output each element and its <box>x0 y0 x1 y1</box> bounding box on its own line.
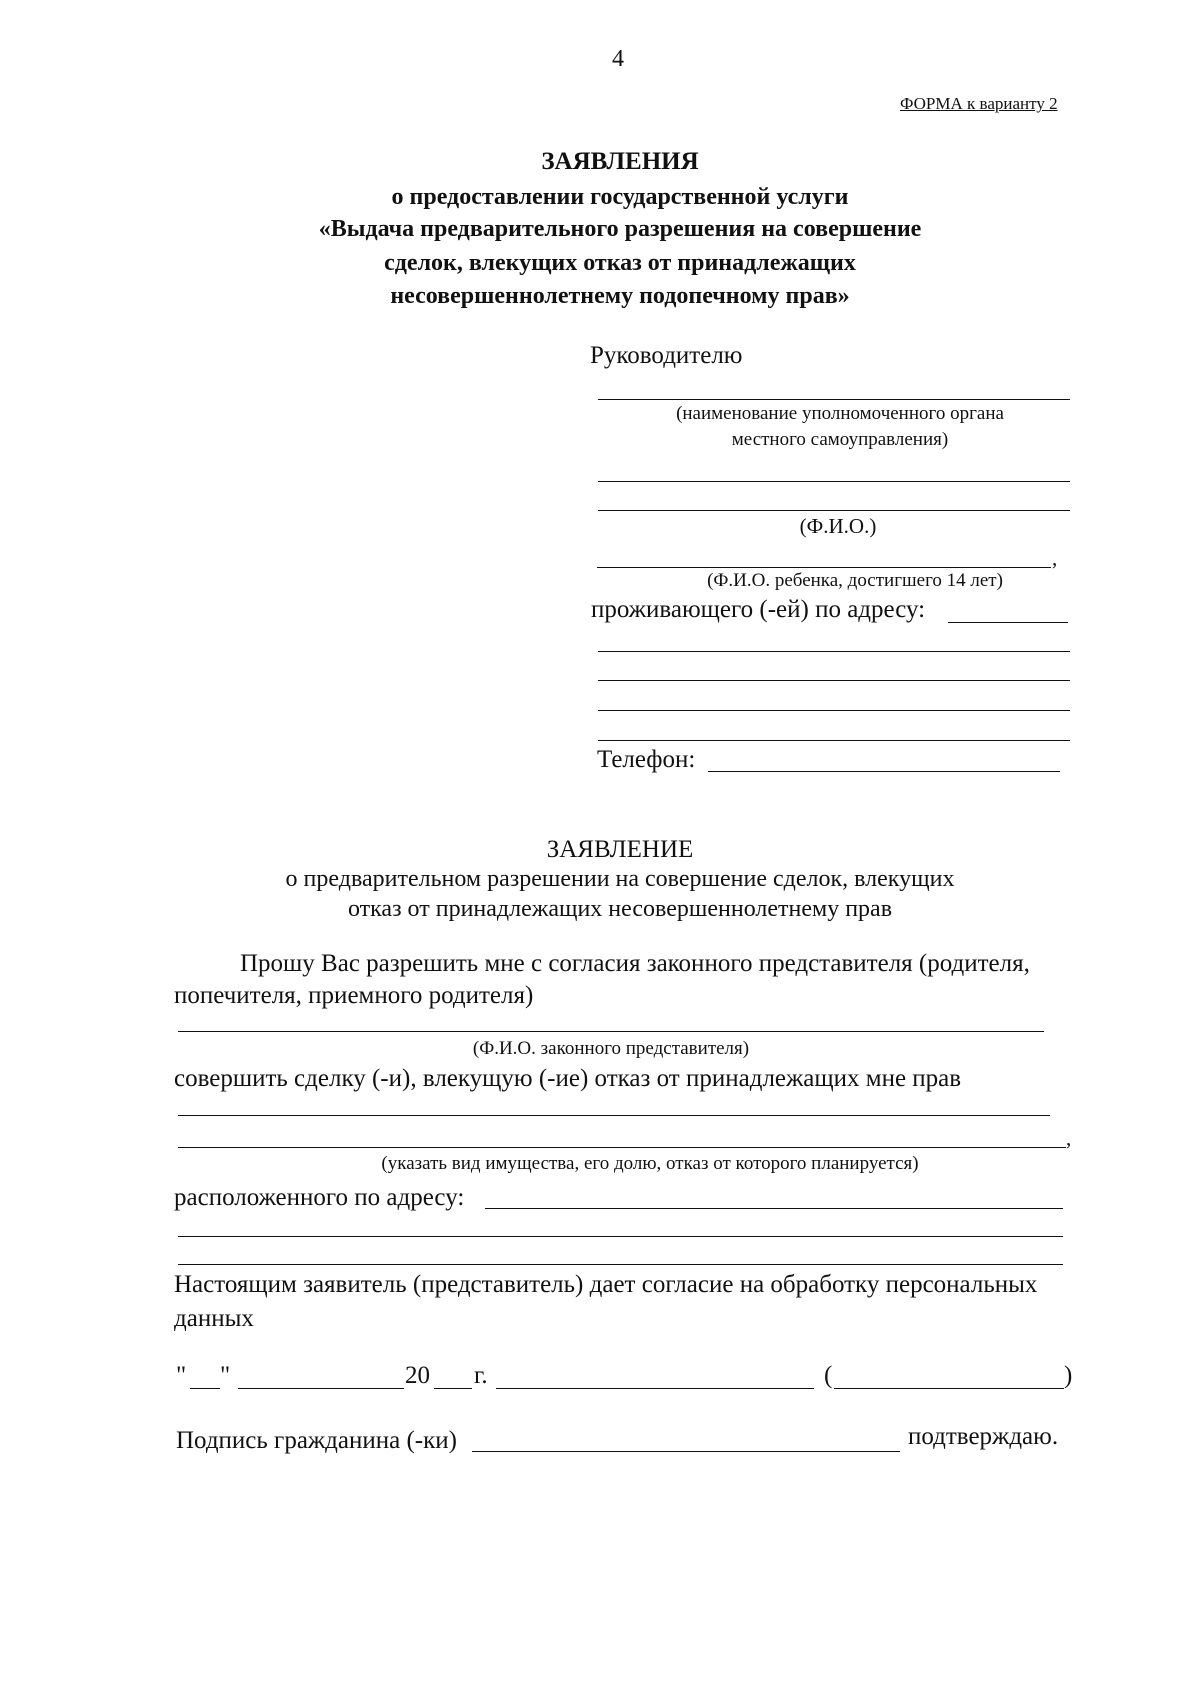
header-line-1: о предоставлении государственной услуги <box>391 184 849 210</box>
date-quote-open: " <box>176 1362 187 1389</box>
confirm-text: подтверждаю. <box>908 1423 1059 1450</box>
property-line-2[interactable] <box>178 1147 1066 1148</box>
address-line-3[interactable] <box>598 710 1070 711</box>
phone-line[interactable] <box>708 771 1060 772</box>
date-year-line[interactable] <box>434 1388 472 1389</box>
date-quote-close: " <box>220 1362 231 1389</box>
org-hint-1: (наименование уполномоченного органа <box>676 403 1004 424</box>
fio-line-1[interactable] <box>598 481 1070 482</box>
located-line-1[interactable] <box>485 1208 1063 1209</box>
date-day-line[interactable] <box>190 1388 220 1389</box>
request-line-2: попечителя, приемного родителя) <box>174 982 534 1009</box>
org-name-line[interactable] <box>598 399 1070 400</box>
statement-subtitle-2: отказ от принадлежащих несовершеннолетнему прав <box>347 896 893 922</box>
address-line-4[interactable] <box>598 740 1070 741</box>
date-month-line[interactable] <box>238 1388 404 1389</box>
request-line-1: Прошу Вас разрешить мне с согласия законного представителя (родителя, <box>240 950 1030 977</box>
statement-title: ЗАЯВЛЕНИЕ <box>546 836 694 863</box>
consent-line-1: Настоящим заявитель (представитель) дает согласие на обработку персональных <box>174 1271 1038 1298</box>
address-line-2[interactable] <box>598 680 1070 681</box>
fio-line-2[interactable] <box>598 510 1070 511</box>
address-line-0[interactable] <box>948 622 1068 623</box>
date-signature-line[interactable] <box>496 1388 814 1389</box>
statement-subtitle-1: о предварительном разрешении на совершение сделок, влекущих <box>285 866 955 892</box>
located-line-3[interactable] <box>178 1264 1063 1265</box>
located-line-2[interactable] <box>178 1236 1063 1237</box>
address-label: проживающего (-ей) по адресу: <box>591 596 926 623</box>
document-title: ЗАЯВЛЕНИЯ <box>541 148 699 175</box>
date-year-prefix: 20 <box>405 1362 430 1389</box>
located-label: расположенного по адресу: <box>174 1184 465 1211</box>
org-hint-2: местного самоуправления) <box>731 429 949 450</box>
address-line-1[interactable] <box>598 651 1070 652</box>
phone-label: Телефон: <box>597 746 696 773</box>
fio-hint: (Ф.И.О.) <box>799 514 877 538</box>
header-line-3: сделок, влекущих отказ от принадлежащих <box>384 250 856 276</box>
deal-line: совершить сделку (-и), влекущую (-ие) отказ от принадлежащих мне прав <box>174 1065 962 1092</box>
addressee-to: Руководителю <box>590 342 743 369</box>
date-year-suffix: г. <box>474 1362 488 1389</box>
paren-close: ) <box>1064 1362 1073 1389</box>
child-fio-line[interactable] <box>597 567 1051 568</box>
child-fio-comma: , <box>1052 546 1058 570</box>
representative-hint: (Ф.И.О. законного представителя) <box>472 1038 750 1059</box>
child-fio-hint: (Ф.И.О. ребенка, достигшего 14 лет) <box>707 570 1003 591</box>
signature-label: Подпись гражданина (-ки) <box>176 1427 457 1454</box>
header-line-4: несовершеннолетнему подопечному прав» <box>390 283 850 309</box>
paren-open: ( <box>824 1362 833 1389</box>
property-line-1[interactable] <box>178 1115 1050 1116</box>
form-reference: ФОРМА к варианту 2 <box>900 94 1058 113</box>
date-name-line[interactable] <box>834 1388 1064 1389</box>
property-hint: (указать вид имущества, его долю, отказ от которого планируется) <box>381 1153 919 1174</box>
signature-line[interactable] <box>472 1451 900 1452</box>
consent-line-2: данных <box>174 1305 254 1332</box>
header-line-2: «Выдача предварительного разрешения на совершение <box>318 216 922 242</box>
representative-fio-line[interactable] <box>178 1031 1044 1032</box>
property-comma: , <box>1066 1126 1072 1150</box>
page-number: 4 <box>612 46 624 72</box>
